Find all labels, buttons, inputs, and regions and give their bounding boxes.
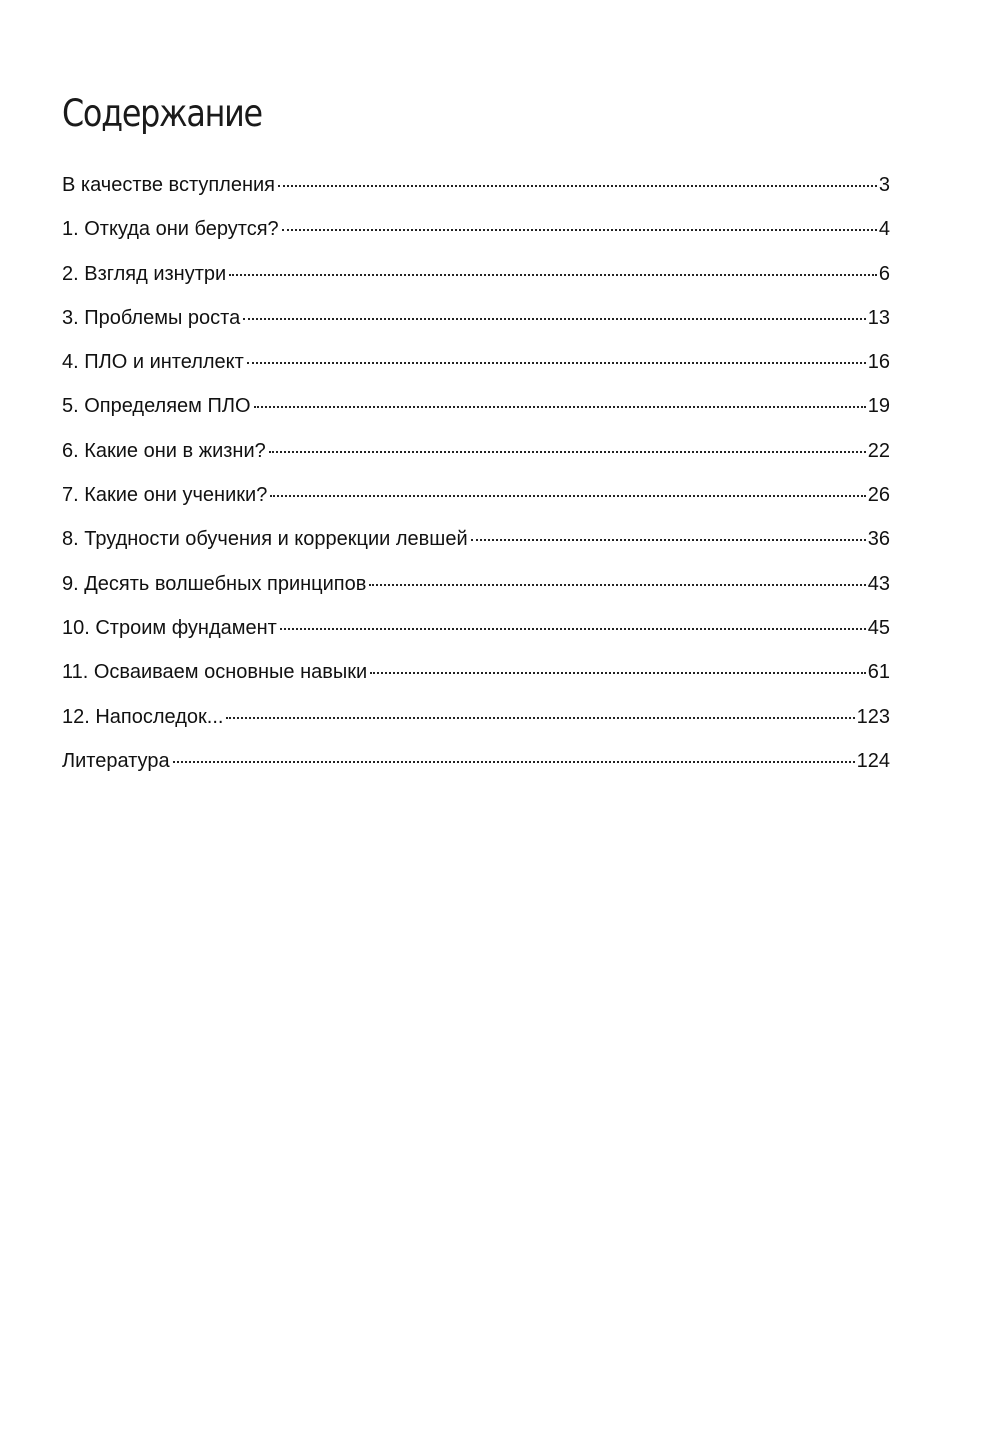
toc-entry-page-number: 45 (867, 616, 890, 639)
toc-entry-title: 11. Осваиваем основные навыки (62, 661, 368, 684)
toc-entry[interactable] (62, 695, 890, 739)
toc-entry-page-number: 16 (867, 351, 890, 374)
toc-entry-page-number: 36 (867, 528, 890, 551)
toc-entry-page-number: 61 (867, 661, 890, 684)
toc-entry[interactable] (62, 606, 890, 650)
dot-leader (254, 406, 866, 408)
dot-leader (229, 274, 877, 276)
toc-entry-page-number: 19 (867, 395, 890, 418)
toc-entry[interactable] (62, 739, 890, 783)
dot-leader (282, 229, 877, 231)
toc-entry[interactable] (62, 650, 890, 694)
dot-leader (226, 717, 854, 719)
toc-entry-title: 6. Какие они в жизни? (62, 439, 266, 462)
dot-leader (369, 584, 865, 586)
table-of-contents (62, 163, 890, 783)
toc-entry[interactable] (62, 429, 890, 473)
toc-entry-title: 9. Десять волшебных принципов (62, 572, 367, 595)
toc-entry[interactable] (62, 384, 890, 428)
dot-leader (280, 628, 866, 630)
dot-leader (278, 185, 877, 187)
toc-entry-title: 2. Взгляд изнутри (62, 262, 227, 285)
toc-entry-page-number: 3 (878, 174, 890, 196)
toc-entry[interactable] (62, 296, 890, 340)
toc-entry[interactable] (62, 473, 890, 517)
toc-entry-title: 8. Трудности обучения и коррекции левшей (62, 528, 468, 551)
toc-entry-title: 5. Определяем ПЛО (62, 395, 251, 418)
toc-entry-page-number: 26 (867, 484, 890, 507)
toc-entry-title: 3. Проблемы роста (62, 306, 241, 329)
toc-entry-title: 1. Откуда они берутся? (62, 218, 279, 241)
toc-entry-page-number: 124 (856, 749, 890, 772)
dot-leader (247, 362, 866, 364)
toc-entry-page-number: 43 (867, 572, 890, 595)
toc-entry[interactable] (62, 163, 890, 207)
toc-entry[interactable] (62, 517, 890, 561)
toc-entry-page-number: 13 (867, 306, 890, 329)
toc-entry-page-number: 22 (867, 439, 890, 462)
toc-entry[interactable] (62, 340, 890, 384)
toc-entry[interactable] (62, 562, 890, 606)
toc-entry-page-number: 4 (878, 218, 890, 241)
dot-leader (471, 539, 866, 541)
dot-leader (173, 761, 855, 763)
dot-leader (243, 318, 866, 320)
toc-entry-page-number: 123 (856, 705, 890, 728)
toc-entry-title: Литература (62, 749, 170, 772)
toc-entry-title: 10. Строим фундамент (62, 616, 277, 639)
toc-entry-title: В качестве вступления (62, 174, 276, 196)
toc-entry[interactable] (62, 207, 890, 251)
dot-leader (370, 672, 866, 674)
toc-entry-title: 4. ПЛО и интеллект (62, 351, 244, 374)
toc-entry-title: 7. Какие они ученики? (62, 484, 268, 507)
page-title: Содержание (62, 92, 262, 135)
toc-entry-page-number: 6 (878, 262, 890, 285)
dot-leader (270, 495, 865, 497)
dot-leader (269, 451, 866, 453)
toc-entry[interactable] (62, 252, 890, 296)
toc-entry-title: 12. Напоследок... (62, 705, 224, 728)
